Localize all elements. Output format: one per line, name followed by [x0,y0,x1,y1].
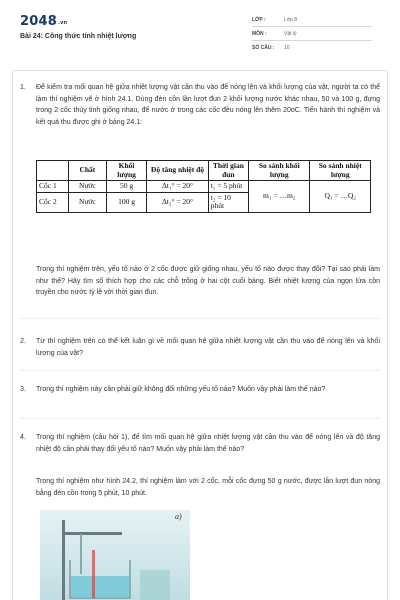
question-text: Từ thí nghiệm trên có thể kết luận gì về mối quan hệ giữa nhiệt lượng vật cần thu vào để nóng lên và khối lượng của vật? [36,338,380,357]
table-cell: Cốc 2 [37,192,69,212]
question-number: 2. [20,338,26,345]
divider [20,318,380,319]
meta-key: SỐ CÂU : [252,45,275,51]
table-header [37,161,69,181]
table-cell-compare-heat: Q₁ = …Q₂ [310,181,371,213]
table-header: Khối lượng [106,161,146,181]
table-header: So sánh nhiệt lượng [310,161,371,181]
divider [252,26,372,27]
table-header: Thời gian đun [208,161,248,181]
divider [20,418,380,419]
meta-key: MÔN : [252,31,267,37]
experiment-figure [40,510,190,600]
divider [252,40,372,41]
table-header: Độ tăng nhiệt độ [147,161,208,181]
table-cell: 100 g [106,192,146,212]
table-header-row [37,161,371,181]
table-cell: Cốc 1 [37,181,69,193]
table-header: Chất [68,161,106,181]
meta-value: Vật lý [284,31,297,37]
meta-value: 10 [284,45,290,51]
question-text: Trong thí nghiệm trên, yếu tố nào ở 2 cốc được giữ giống nhau, yếu tố nào được thay đổi? Tại sao phải làm như thế? Hãy tìm số thích hợp cho các chỗ trống ở hai cột cuối bảng. Biết nhiệt lượng của ngọn lửa cồn truyền cho nước tỷ lệ với thời gian đun. [36,266,380,296]
table-cell: t₂ = 10 phút [208,192,248,212]
table-cell: t₁ = 5 phút [208,181,248,193]
figure-label: a) [175,512,182,521]
question-text: Trong thí nghiệm này cần phải giữ không đổi những yếu tố nào? Muốn vậy phải làm thế nào? [36,386,326,393]
experiment-illustration [40,510,190,600]
data-table [36,160,371,213]
question-text: Để kiểm tra mối quan hệ giữa nhiệt lượng vật cần thu vào để nóng lên và khối lượng của vật, người ta có thể làm thí nghiệm vẽ ở hình 24.1. Dùng đèn cồn lần lượt đun 2 khối lượng nước khác nhau, 50 và 100 g, đựng trong 2 cốc thủy tinh giống nhau, để nước ở trong các cốc đều nóng lên thêm 20oC. Tiến hành thí nghiệm và kết quả thu được ghi ở bảng 24.1: [36,84,380,126]
table-cell: Nước [68,181,106,193]
page-header [0,0,400,64]
question-number: 4. [20,434,26,441]
logo-suffix: .vn [57,20,68,26]
question-number: 3. [20,386,26,393]
meta-key: LỚP : [252,17,266,23]
logo-text: 2048 [20,14,57,29]
table-cell: Nước [68,192,106,212]
site-logo[interactable] [20,14,67,29]
question-text: Trong thí nghiệm như hình 24.2, thí nghiệm làm với 2 cốc, mỗi cốc đựng 50 g nước, được lần lượt đun nóng bằng đèn cồn trong 5 phút, 10 phút. [36,478,380,497]
table-cell: Δt₁° = 20° [147,181,208,193]
table-cell: Δt₂° = 20° [147,192,208,212]
table-cell: 50 g [106,181,146,193]
meta-value: Lớp 8 [284,17,298,23]
table-row [37,181,371,193]
divider [20,370,380,371]
question-text: Trong thí nghiệm (câu hỏi 1), để tìm mối quan hệ giữa nhiệt lượng vật cần thu vào để nóng lên và độ tăng nhiệt độ cần phải thay đổi yếu tố nào? Muốn vậy phải làm thế nào? [36,434,380,453]
table-cell-compare-mass: m₁ = …m₂ [249,181,310,213]
lesson-title: Bài 24: Công thức tính nhiệt lượng [20,33,137,40]
question-number: 1. [20,84,26,91]
table-header: So sánh khối lượng [249,161,310,181]
